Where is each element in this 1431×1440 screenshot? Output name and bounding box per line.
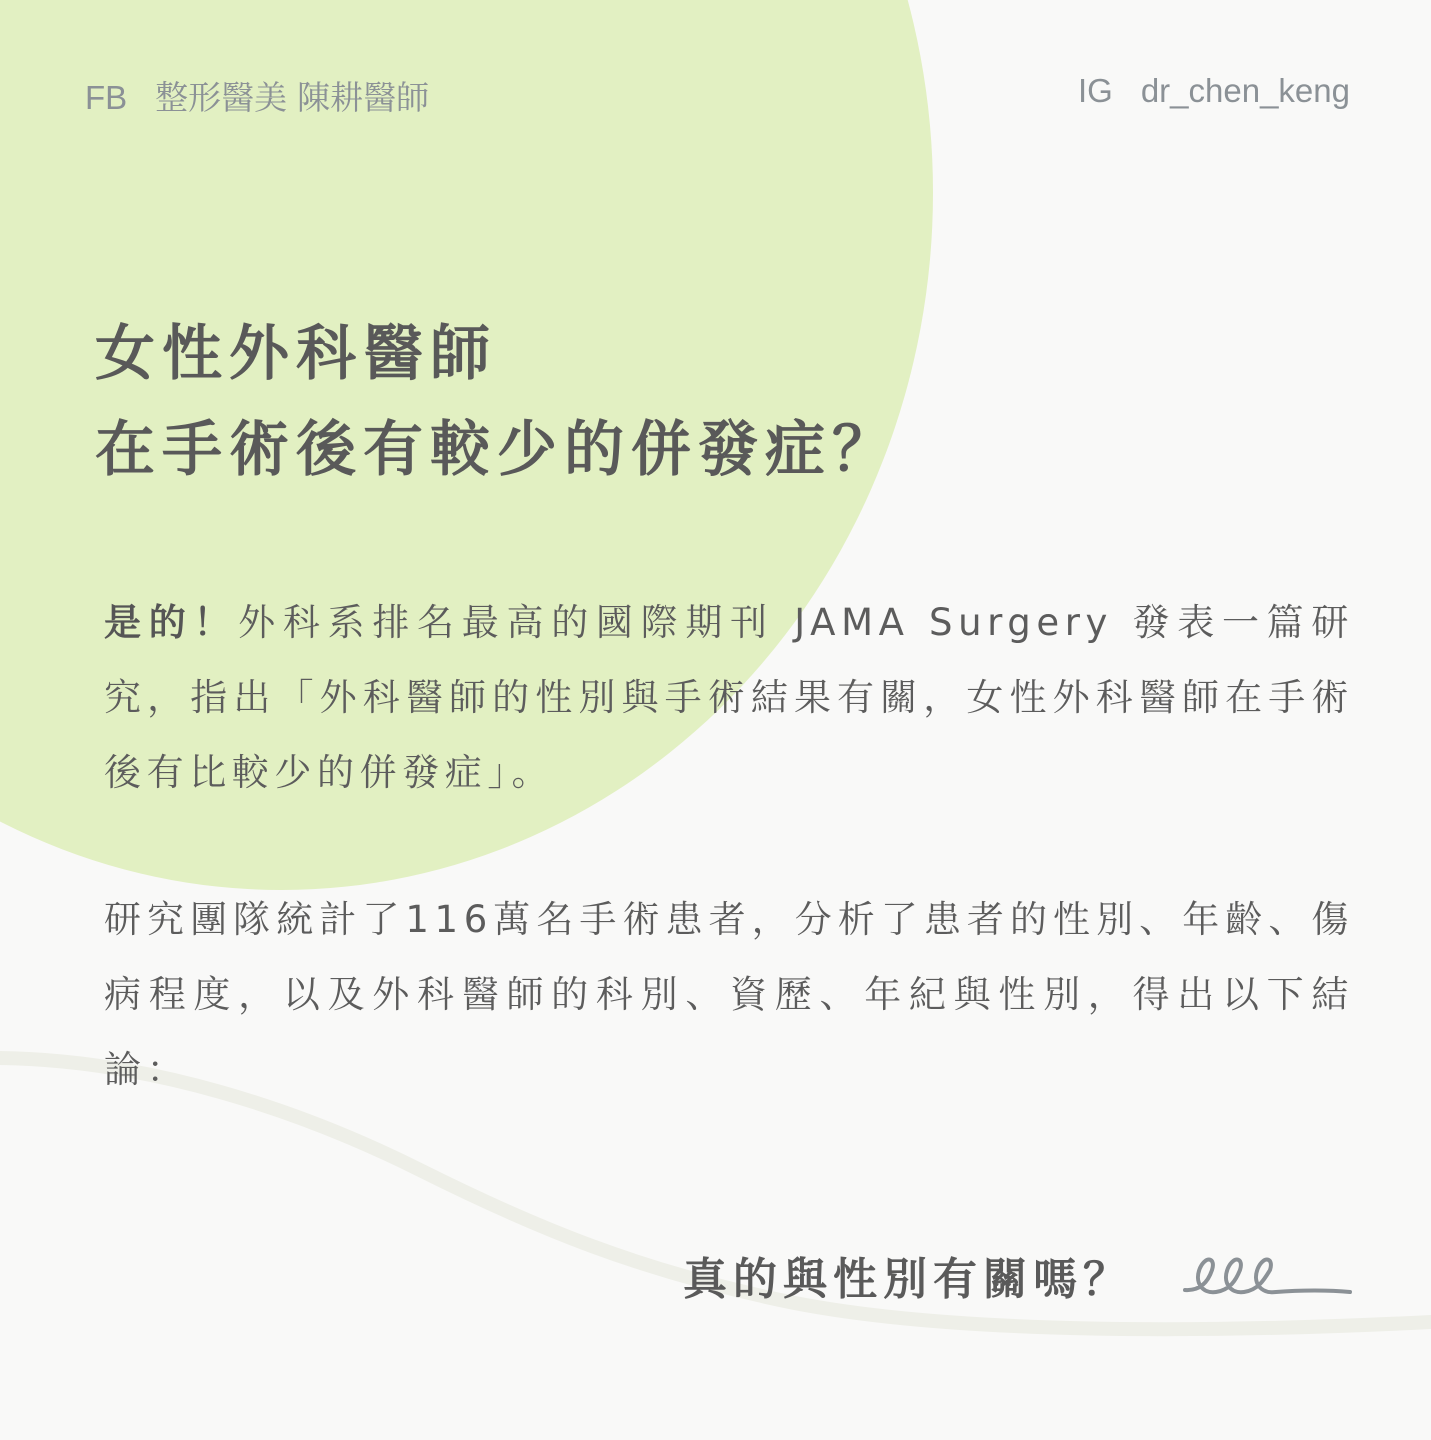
intro-text: 外科系排名最高的國際期刊 JAMA Surgery 發表一篇研究，指出「外科醫師的性別與手術結果有關，女性外科醫師在手術後有比較少的併發症」。 <box>104 601 1354 794</box>
study-paragraph: 研究團隊統計了116萬名手術患者，分析了患者的性別、年齡、傷病程度，以及外科醫師的科別、資歷、年紀與性別，得出以下結論： <box>104 898 1354 1091</box>
intro-lead: 是的！ <box>104 601 239 644</box>
title-line-2: 在手術後有較少的併發症？ <box>95 415 899 485</box>
fb-name-part1: 整形醫美 <box>155 79 288 116</box>
title-line-1: 女性外科醫師 <box>95 319 497 389</box>
ig-username: dr_chen_keng <box>1140 72 1350 109</box>
ellipsis-squiggle-icon <box>1180 1250 1355 1302</box>
instagram-handle[interactable] <box>1078 72 1350 110</box>
intro-paragraph <box>104 585 1354 810</box>
fb-name-part2: 陳耕醫師 <box>297 79 430 116</box>
ig-label: IG <box>1077 72 1113 109</box>
facebook-handle[interactable] <box>85 72 429 119</box>
fb-label: FB <box>85 79 128 116</box>
page-title <box>95 306 899 498</box>
closing-question: 真的與性別有關嗎？ <box>683 1254 1133 1305</box>
